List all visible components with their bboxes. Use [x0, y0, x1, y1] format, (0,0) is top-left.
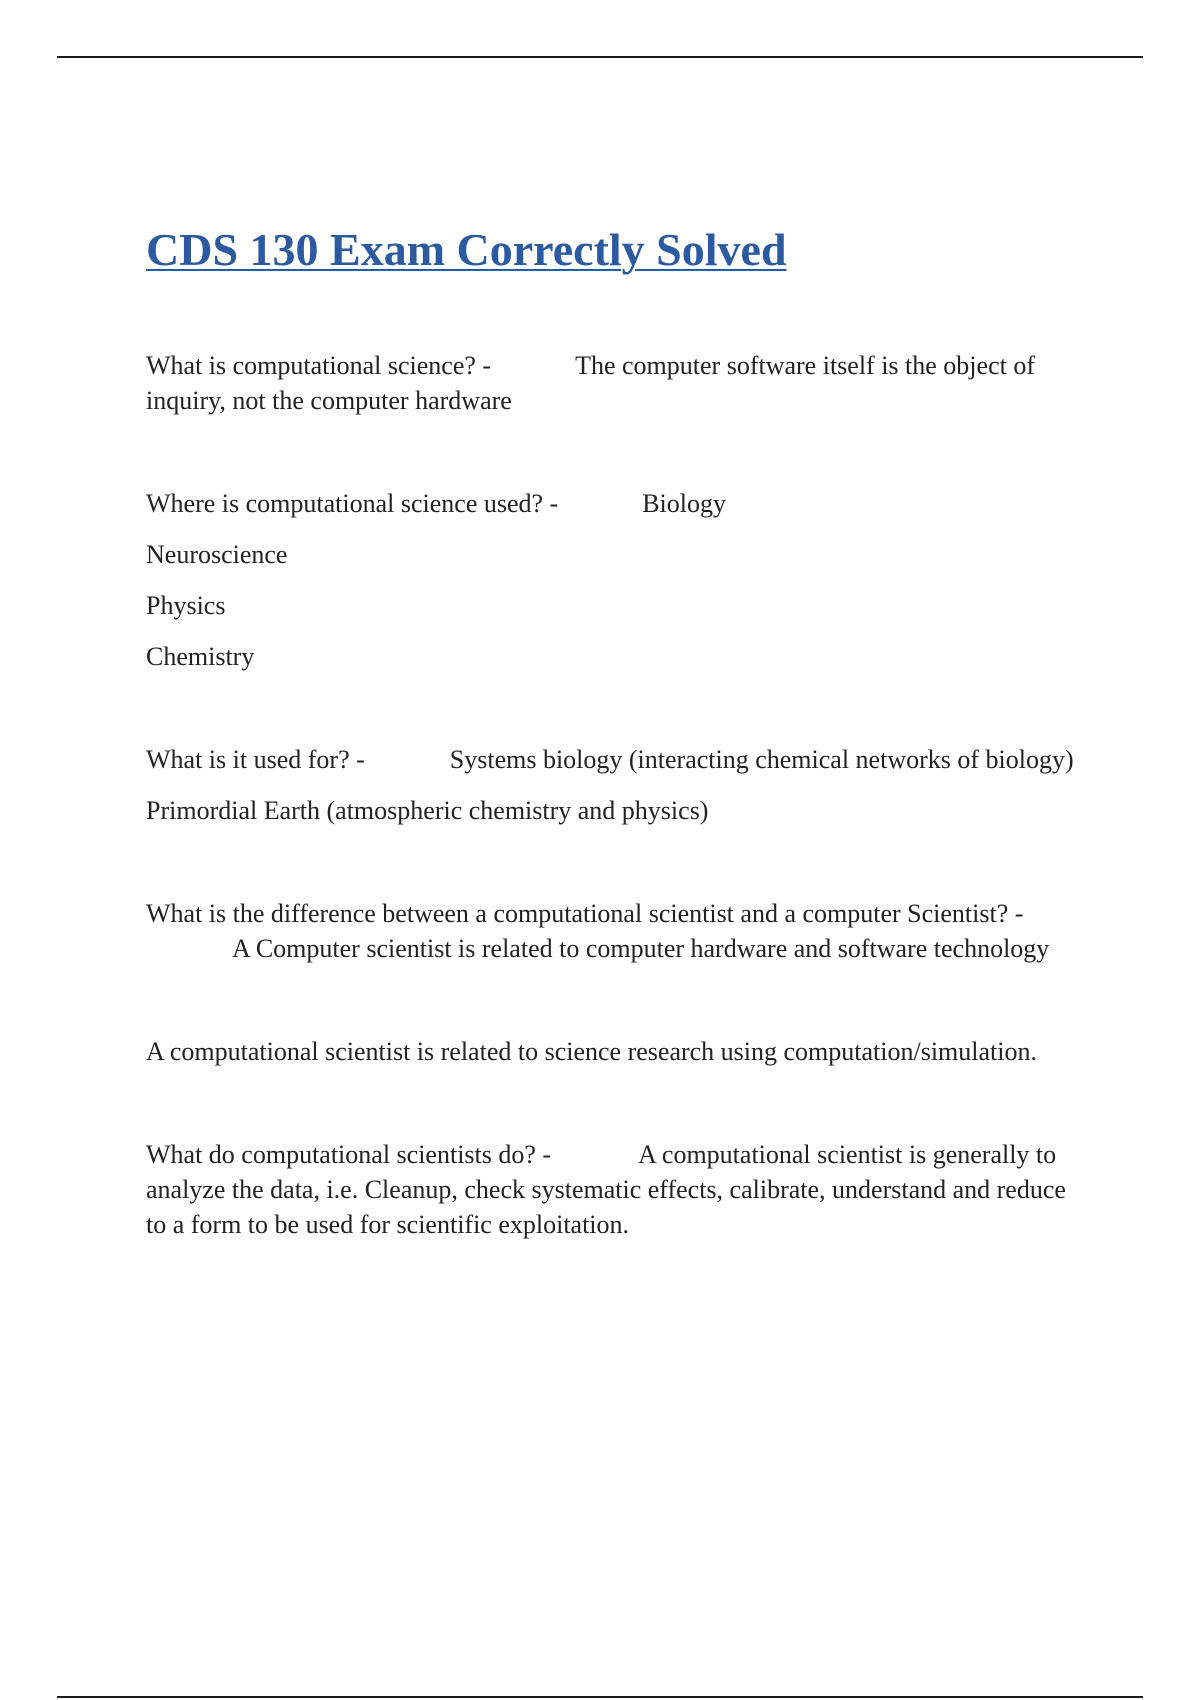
- footer-rule: [57, 1696, 1143, 1698]
- answer-text: Systems biology (interacting chemical networks of biology): [449, 745, 1074, 774]
- answer-text: Biology: [642, 489, 727, 518]
- list-item: Physics: [146, 591, 226, 620]
- question-text: Where is computational science used? -: [146, 489, 559, 518]
- qa-item: [146, 742, 1086, 777]
- answer-text: The computer software itself is the object of inquiry, not the computer hardware: [146, 351, 1035, 415]
- question-text: What do computational scientists do? -: [146, 1140, 552, 1169]
- list-item: Primordial Earth (atmospheric chemistry and physics): [146, 796, 709, 825]
- list-item: Neuroscience: [146, 540, 288, 569]
- qa-item: [146, 486, 1086, 521]
- qa-item: [146, 1137, 1086, 1242]
- header-rule: [57, 56, 1143, 58]
- qa-item: [146, 896, 1086, 966]
- qa-item: [146, 348, 1086, 418]
- question-text: What is computational science? -: [146, 351, 492, 380]
- answer-text: A Computer scientist is related to computer hardware and software technology: [232, 934, 1050, 963]
- followup-text: A computational scientist is related to science research using computation/simulation.: [146, 1037, 1037, 1066]
- document-title: CDS 130 Exam Correctly Solved: [146, 224, 787, 275]
- document-body: [146, 348, 1086, 1242]
- question-text: What is the difference between a computational scientist and a computer Scientist? -: [146, 899, 1024, 928]
- list-item: Chemistry: [146, 642, 255, 671]
- question-text: What is it used for? -: [146, 745, 365, 774]
- answer-text: A computational scientist is generally to analyze the data, i.e. Cleanup, check systematic effects, calibrate, understand and reduce to a form to be used for scientific exploitation.: [146, 1140, 1066, 1239]
